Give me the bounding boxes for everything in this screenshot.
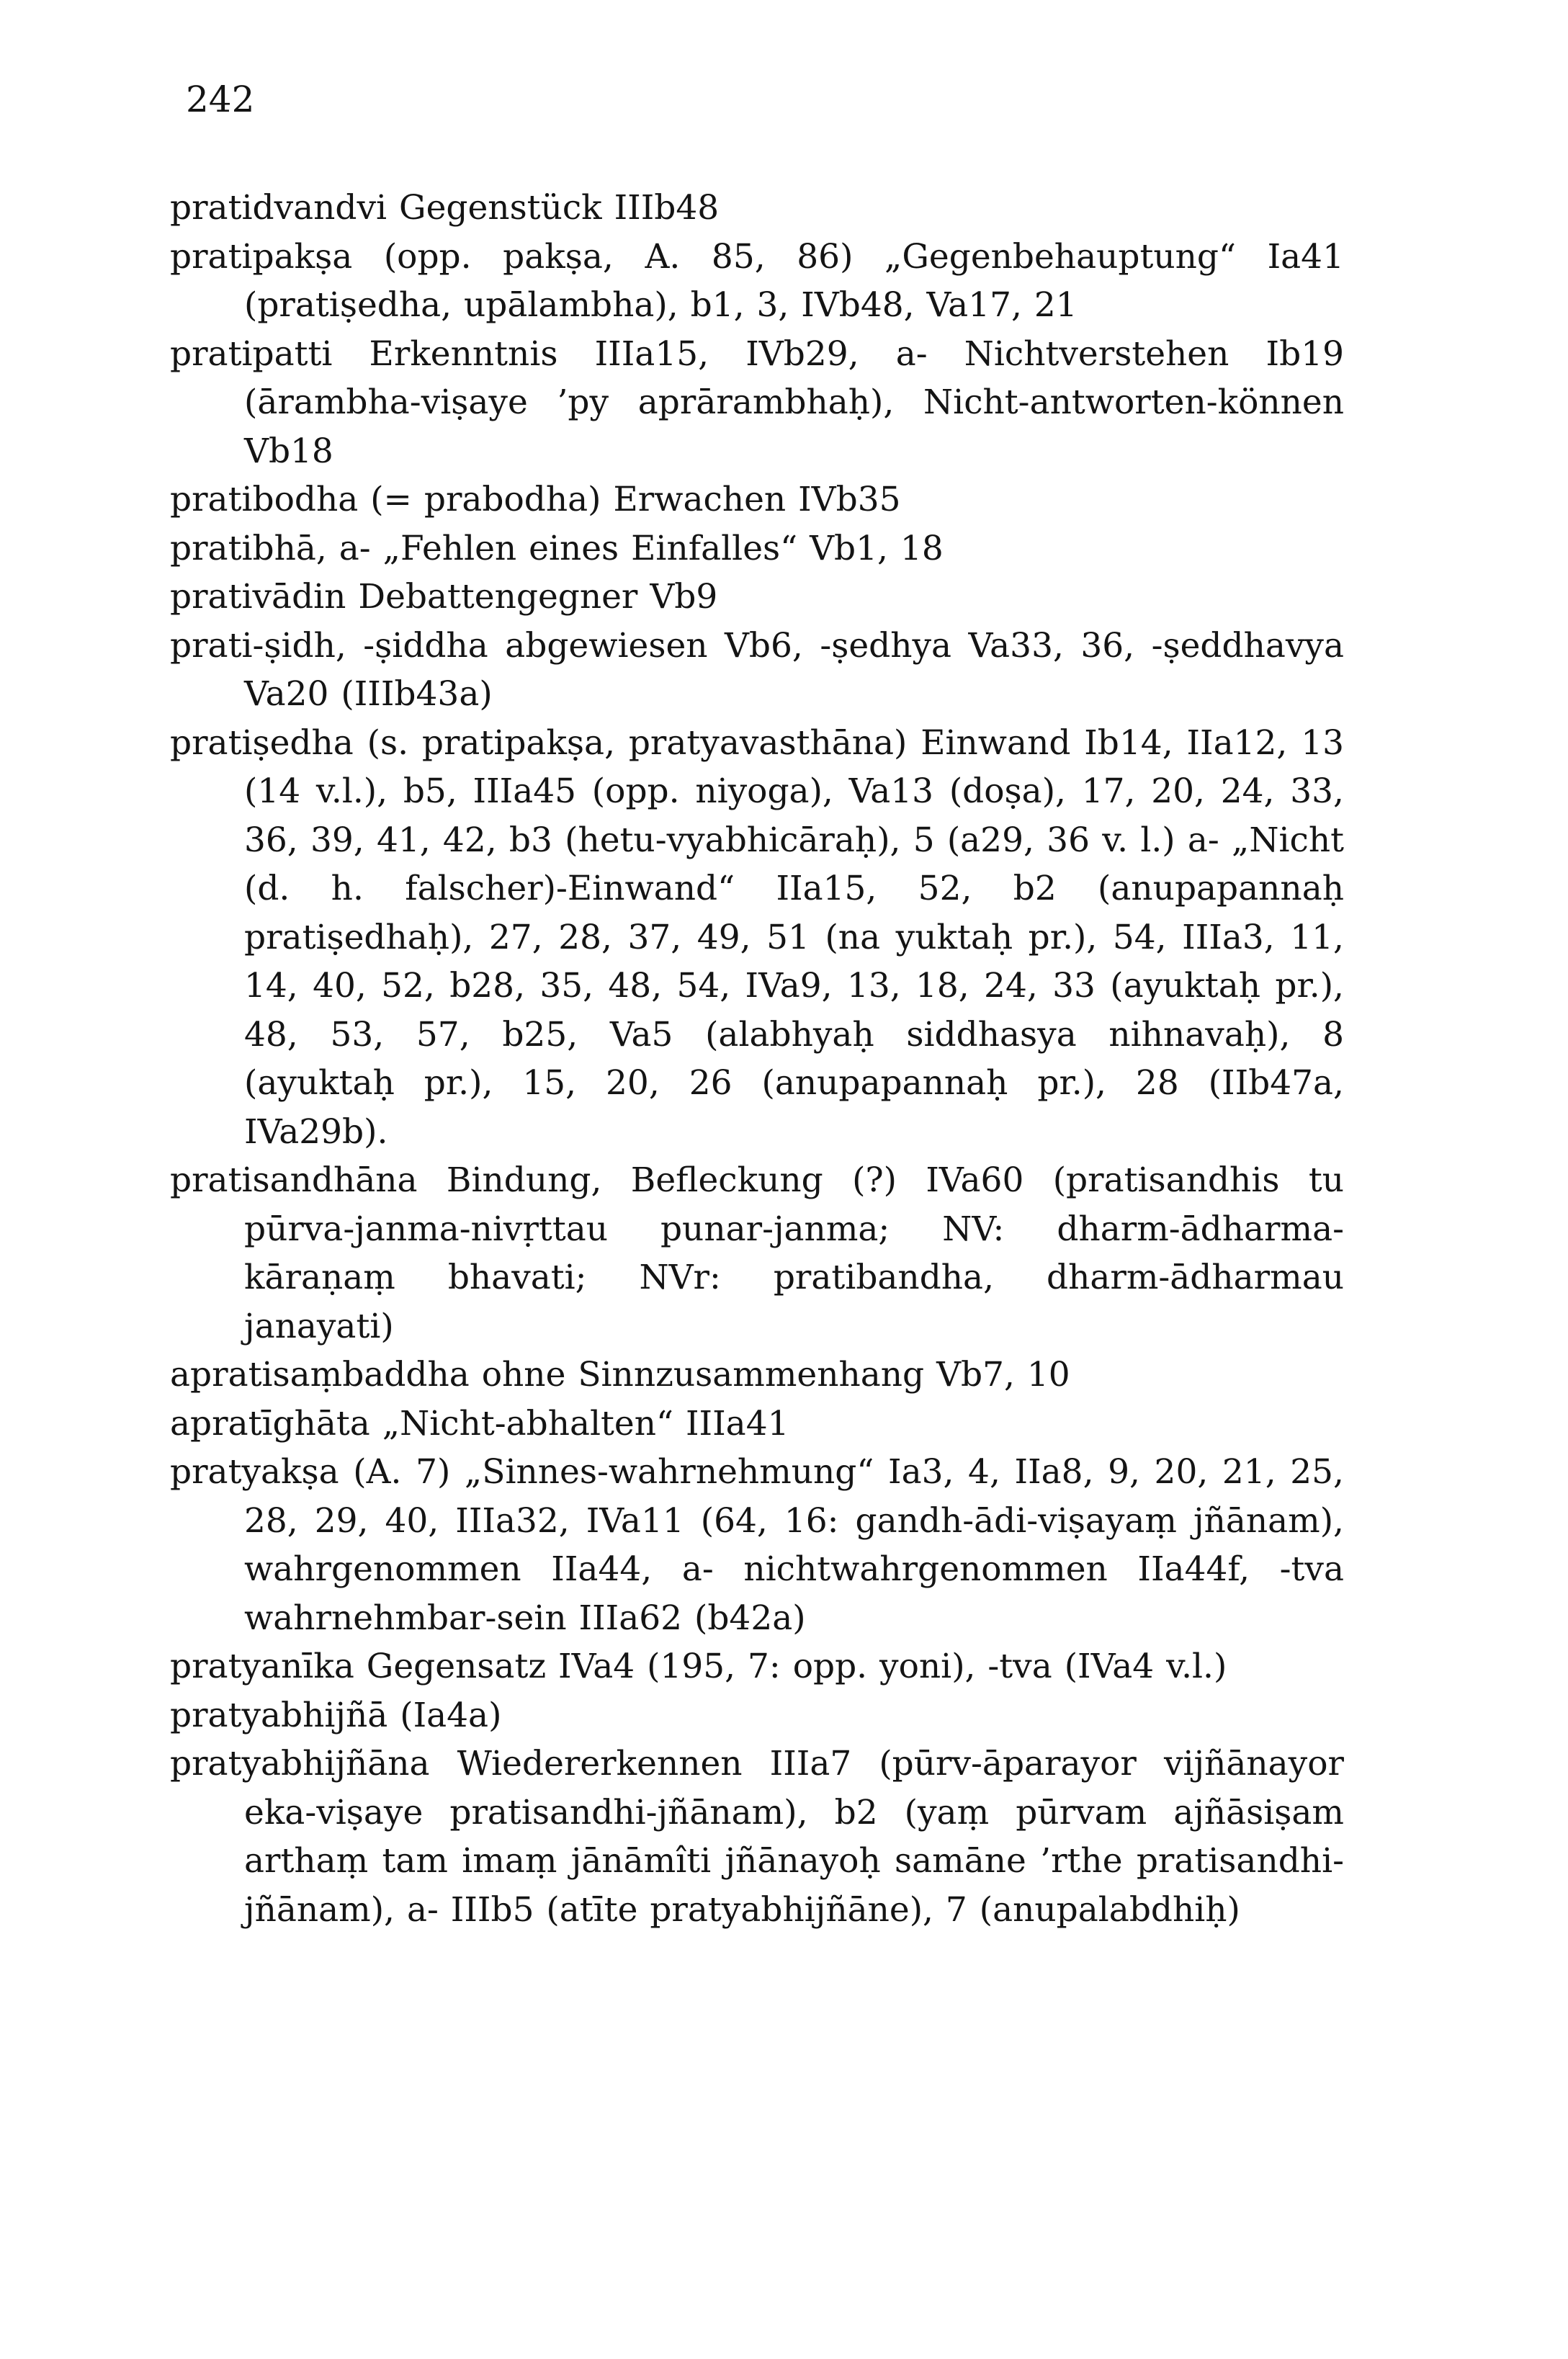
- index-entry: pratipatti Erkenntnis IIIa15, IVb29, a- Nichtverstehen Ib19 (ārambha-viṣaye ’py aprārambhaḥ), Nicht-antworten-können Vb18: [170, 334, 1344, 471]
- index-entry: pratiṣedha (s. pratipakṣa, pratyavasthāna) Einwand Ib14, IIa12, 13 (14 v.l.), b5, IIIa45 (opp. niyoga), Va13 (doṣa), 17, 20, 24, 33, 36, 39, 41, 42, b3 (hetu-vyabhicāraḥ), 5 (a29, 36 v. l.) a- „Nicht (d. h. falscher)-Einwand“ IIa15, 52, b2 (anupapannaḥ pratiṣedhaḥ), 27, 28, 37, 49, 51 (na yuktaḥ pr.), 54, IIIa3, 11, 14, 40, 52, b28, 35, 48, 54, IVa9, 13, 18, 24, 33 (ayuktaḥ pr.), 48, 53, 57, b25, Va5 (alabhyaḥ siddhasya nihnavaḥ), 8 (ayuktaḥ pr.), 15, 20, 26 (anupapannaḥ pr.), 28 (IIb47a, IVa29b).: [170, 722, 1344, 1152]
- index-entry: apratīghāta „Nicht-abhalten“ IIIa41: [170, 1403, 789, 1443]
- index-entry: pratibhā, a- „Fehlen eines Einfalles“ Vb1, 18: [170, 528, 944, 568]
- index-entry-list: [170, 184, 1344, 1934]
- page-number: 242: [186, 79, 255, 120]
- index-entry: pratyabhijñā (Ia4a): [170, 1695, 502, 1735]
- index-entry: pratisandhāna Bindung, Befleckung (?) IVa60 (pratisandhis tu pūrva-janma-nivṛttau punar-janma; NV: dharm-ādharma-kāraṇaṃ bhavati; NVr: pratibandha, dharm-ādharmau janayati): [170, 1160, 1344, 1346]
- index-entry: prativādin Debattengegner Vb9: [170, 577, 718, 617]
- index-entry: pratyanīka Gegensatz IVa4 (195, 7: opp. yoni), -tva (IVa4 v.l.): [170, 1647, 1227, 1686]
- index-entry: pratidvandvi Gegenstück IIIb48: [170, 188, 720, 228]
- index-entry: pratibodha (= prabodha) Erwachen IVb35: [170, 480, 901, 519]
- index-entry: pratipakṣa (opp. pakṣa, A. 85, 86) „Gegenbehauptung“ Ia41 (pratiṣedha, upālambha), b1, 3, IVb48, Va17, 21: [170, 236, 1344, 325]
- index-entry: pratyakṣa (A. 7) „Sinnes-wahrnehmung“ Ia3, 4, IIa8, 9, 20, 21, 25, 28, 29, 40, IIIa32, IVa11 (64, 16: gandh-ādi-viṣayaṃ jñānam), wahrgenommen IIa44, a- nichtwahrgenommen IIa44f, -tva wahrnehmbar-sein IIIa62 (b42a): [170, 1452, 1344, 1638]
- index-entry: pratyabhijñāna Wiedererkennen IIIa7 (pūrv-āparayor vijñānayor eka-viṣaye pratisandhi-jñānam), b2 (yaṃ pūrvam ajñāsiṣam arthaṃ tam imaṃ jānāmîti jñānayoḥ samāne ’rthe pratisandhi-jñānam), a- IIIb5 (atīte pratyabhijñāne), 7 (anupalabdhiḥ): [170, 1744, 1344, 1930]
- index-entry: prati-ṣidh, -ṣiddha abgewiesen Vb6, -ṣedhya Va33, 36, -ṣeddhavya Va20 (IIIb43a): [170, 625, 1344, 714]
- index-entry: apratisaṃbaddha ohne Sinnzusammenhang Vb7, 10: [170, 1355, 1070, 1395]
